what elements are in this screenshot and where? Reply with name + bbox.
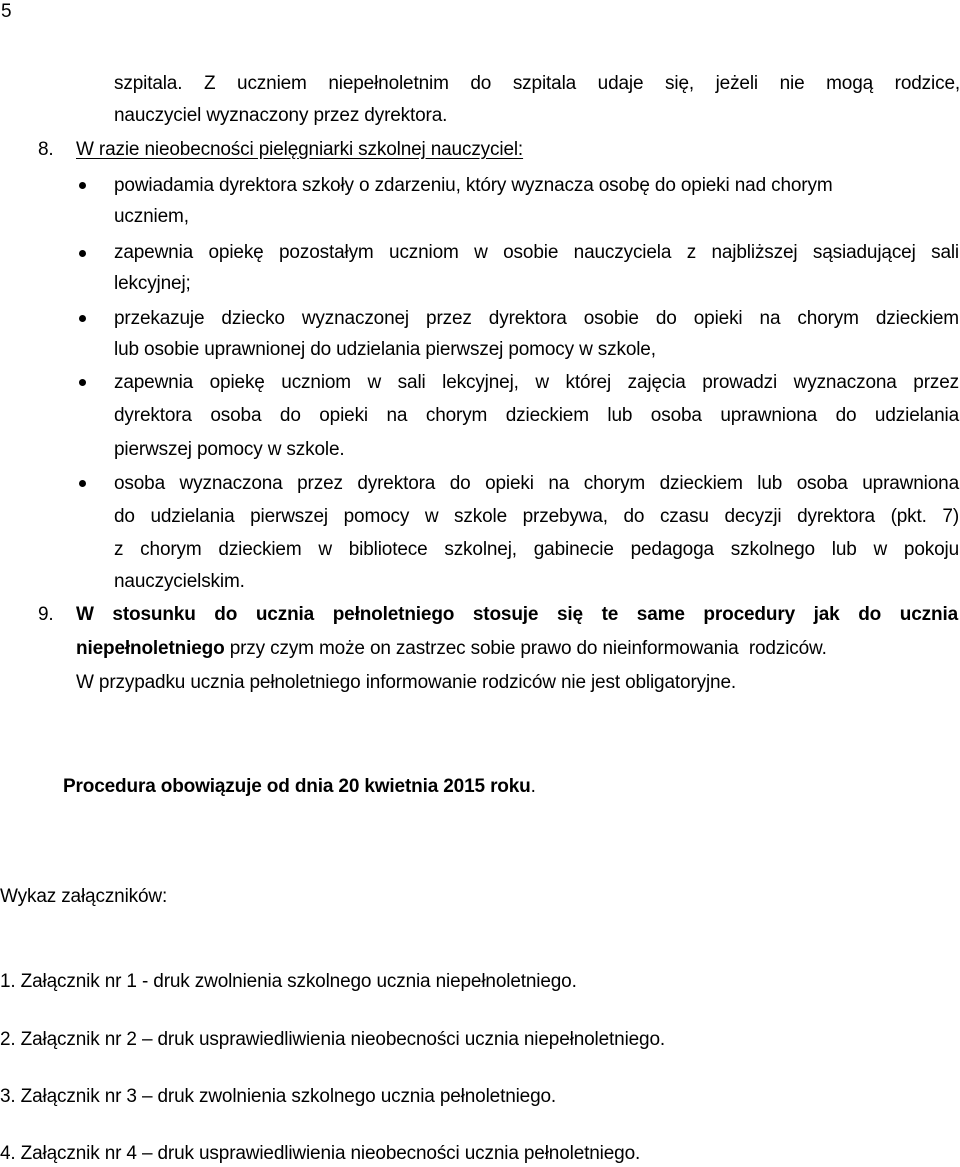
bullet-1-line-2: uczniem, <box>114 206 189 227</box>
bullet-5-line-2: do udzielania pierwszej pomocy w szkole przebywa, do czasu decyzji dyrektora (pkt. 7) <box>114 506 959 527</box>
item-9-line-2-rest: przy czym może on zastrzec sobie prawo do nieinformowania rodziców. <box>224 638 827 659</box>
item-8-number: 8. <box>38 139 54 160</box>
bullet-4-line-1: zapewnia opiekę uczniom w sali lekcyjnej, w której zajęcia prowadzi wyznaczona przez <box>114 372 959 393</box>
bullet-dot <box>79 379 86 386</box>
item-9-line-3: W przypadku ucznia pełnoletniego informowanie rodziców nie jest obligatoryjne. <box>76 672 736 693</box>
bullet-dot <box>79 315 86 322</box>
item-9-line-2-bold: niepełnoletniego <box>76 638 225 659</box>
effective-date-bold: Procedura obowiązuje od dnia 20 kwietnia 2015 roku <box>63 776 531 797</box>
page-number: 5 <box>1 1 12 22</box>
item-8-heading: W razie nieobecności pielęgniarki szkolnej nauczyciel: <box>76 139 524 160</box>
bullet-3-line-1: przekazuje dziecko wyznaczonej przez dyrektora osobie do opieki na chorym dzieckiem <box>114 308 959 329</box>
bullet-5-line-1: osoba wyznaczona przez dyrektora do opieki na chorym dzieckiem lub osoba uprawniona <box>114 473 959 494</box>
item-9-line-2 <box>76 637 827 661</box>
item-9-line-1: W stosunku do ucznia pełnoletniego stosuje się te same procedury jak do ucznia <box>76 604 958 625</box>
item-9-number: 9. <box>38 604 54 625</box>
bullet-4-line-3: pierwszej pomocy w szkole. <box>114 439 345 460</box>
attachment-item-1: 1. Załącznik nr 1 - druk zwolnienia szkolnego ucznia niepełnoletniego. <box>0 971 577 992</box>
bullet-3-line-2: lub osobie uprawnionej do udzielania pierwszej pomocy w szkole, <box>114 339 656 360</box>
bullet-dot <box>79 182 86 189</box>
effective-date-tail: . <box>530 776 536 797</box>
effective-date <box>63 775 536 799</box>
bullet-dot <box>79 480 86 487</box>
bullet-dot <box>79 250 86 257</box>
attachments-heading: Wykaz załączników: <box>0 886 168 907</box>
bullet-5-line-4: nauczycielskim. <box>114 571 245 592</box>
attachment-item-2: 2. Załącznik nr 2 – druk usprawiedliwienia nieobecności ucznia niepełnoletniego. <box>0 1029 666 1050</box>
intro-line-1: szpitala. Z uczniem niepełnoletnim do szpitala udaje się, jeżeli nie mogą rodzice, <box>114 73 960 94</box>
attachment-item-4: 4. Załącznik nr 4 – druk usprawiedliwienia nieobecności ucznia pełnoletniego. <box>0 1143 641 1164</box>
bullet-2-line-1: zapewnia opiekę pozostałym uczniom w osobie nauczyciela z najbliższej sąsiadującej sali <box>114 242 959 263</box>
attachment-item-3: 3. Załącznik nr 3 – druk zwolnienia szkolnego ucznia pełnoletniego. <box>0 1086 557 1107</box>
bullet-5-line-3: z chorym dzieckiem w bibliotece szkolnej, gabinecie pedagoga szkolnego lub w pokoju <box>114 539 959 560</box>
bullet-2-line-2: lekcyjnej; <box>114 273 191 294</box>
bullet-1-line-1: powiadamia dyrektora szkoły o zdarzeniu, który wyznacza osobę do opieki nad chorym <box>114 175 833 196</box>
intro-line-2: nauczyciel wyznaczony przez dyrektora. <box>114 105 448 126</box>
bullet-4-line-2: dyrektora osoba do opieki na chorym dzieckiem lub osoba uprawniona do udzielania <box>114 405 959 426</box>
